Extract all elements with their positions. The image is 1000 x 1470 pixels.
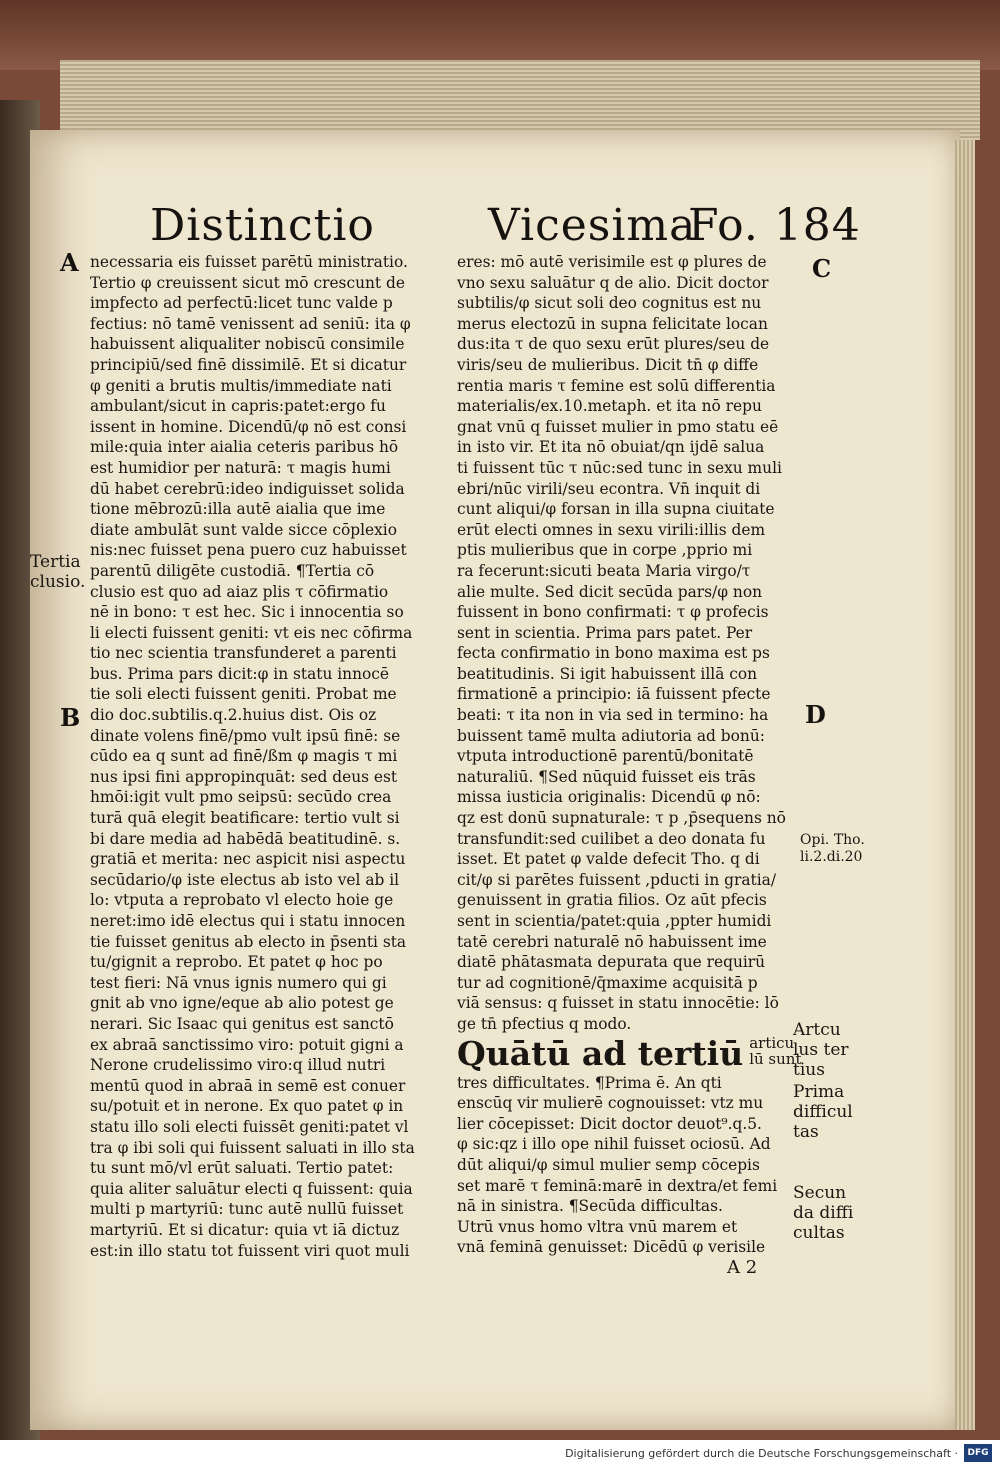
text-line: tie soli electi fuissent geniti. Probat me xyxy=(90,685,397,704)
text-line: in isto vir. Et ita nō obuiat/qn ijdē salua xyxy=(457,438,765,457)
text-line: dūt aliqui/φ simul mulier semp cōcepis xyxy=(457,1155,760,1174)
margin-note-tertia-conclusio xyxy=(30,552,85,592)
text-line: dio doc.subtilis.q.2.huius dist. Ois oz xyxy=(90,706,377,725)
margin-note-line: difficul xyxy=(793,1102,853,1122)
running-head-right: Vicesima xyxy=(488,200,697,251)
margin-note-line: Tertia xyxy=(30,552,81,572)
text-line: merus electozū in supna felicitate locan xyxy=(457,314,768,333)
text-line: φ geniti a brutis multis/immediate nati xyxy=(90,376,392,395)
text-line: vno sexu saluātur q de alio. Dicit doctor xyxy=(457,273,769,292)
text-line: beatitudinis. Si igit habuissent illā con xyxy=(457,664,758,683)
text-line: ambulant/sicut in capris:patet:ergo fu xyxy=(90,397,386,416)
text-line: isset. Et patet φ valde defecit Tho. q di xyxy=(457,850,760,869)
text-line: fecta confirmatio in bono maxima est ps xyxy=(457,644,770,663)
text-line: ptis mulieribus que in corpe ,pprio mi xyxy=(457,541,753,560)
left-text-column xyxy=(90,252,435,1261)
text-line: beati: τ ita non in via sed in termino: ha xyxy=(457,706,769,725)
right-column-bottom-text xyxy=(457,1073,807,1258)
margin-note-line: da diffi xyxy=(793,1203,854,1223)
margin-note-line: cultas xyxy=(793,1223,845,1243)
text-line: neret:imo idē electus qui i statu innocen xyxy=(90,912,406,930)
text-line: dus:ita τ de quo sexu erūt plures/seu de xyxy=(457,335,770,354)
text-line: fuissent in bono confirmati: τ φ profecis xyxy=(457,603,769,622)
text-line: diatē phātasmata depurata que requirū xyxy=(457,953,766,972)
text-line: materialis/ex.10.metaph. et ita nō repu xyxy=(457,397,762,416)
text-line: cūdo ea q sunt ad finē/ßm φ magis τ mi xyxy=(90,747,398,766)
margin-note-line: Opi. Tho. xyxy=(800,832,865,848)
text-line: nē in bono: τ est hec. Sic i innocentia so xyxy=(90,603,404,622)
text-line: ex abraā sanctissimo viro: potuit gigni a xyxy=(90,1035,404,1054)
text-line: alie multe. Sed dicit secūda pars/φ non xyxy=(457,582,763,601)
text-line: tres difficultates. ¶Prima ē. An qti xyxy=(457,1073,722,1092)
text-line: erūt electi omnes in sexu virili:illis dem xyxy=(457,520,766,539)
text-line: tur ad cognitionē/q̄maxime acquisitā p xyxy=(457,973,758,992)
text-line: est:in illo statu tot fuissent viri quot muli xyxy=(90,1241,410,1260)
text-line: martyriū. Et si dicatur: quia vt iā dictuz xyxy=(90,1220,400,1239)
text-line: Nerone crudelissimo viro:q illud nutri xyxy=(90,1056,386,1075)
text-line: issent in homine. Dicendū/φ nō est consi xyxy=(90,417,407,436)
text-line: dinate volens finē/pmo vult ipsū finē: se xyxy=(90,726,401,745)
text-line: ra fecerunt:sicuti beata Maria virgo/τ xyxy=(457,561,751,580)
margin-note-line: Secun xyxy=(793,1183,847,1203)
folio-number: Fo. 184 xyxy=(688,200,861,251)
text-line: gnat vnū q fuisset mulier in pmo statu eē xyxy=(457,417,779,436)
text-line: lo: vtputa a reprobato vl electo hoie ge xyxy=(90,891,394,910)
text-line: est humidior per naturā: τ magis humi xyxy=(90,458,391,477)
text-line: gratiā et merita: nec aspicit nisi aspectu xyxy=(90,850,406,869)
text-line: qz est donū supnaturale: τ p ,p̄sequens nō xyxy=(457,809,786,828)
text-line: tu sunt mō/vl erūt saluati. Tertio patet: xyxy=(90,1159,394,1178)
text-line: nus ipsi fini appropinquāt: sed deus est xyxy=(90,767,398,786)
text-line: missa iusticia originalis: Dicendū φ nō: xyxy=(457,788,761,807)
margin-note-line: tius xyxy=(793,1060,825,1080)
text-line: viris/seu de mulieribus. Dicit tn̄ φ diffe xyxy=(457,355,759,374)
text-line: tie fuisset genitus ab electo in p̄senti sta xyxy=(90,932,407,951)
text-line: genuissent in gratia filios. Oz aūt pfecis xyxy=(457,891,767,910)
margin-note-line: li.2.di.20 xyxy=(800,849,863,865)
text-line: set marē τ feminā:marē in dextra/et femi xyxy=(457,1176,778,1195)
text-line: sent in scientia/patet:quia ,ppter humidi xyxy=(457,912,772,930)
margin-note-line: lus ter xyxy=(793,1040,849,1060)
text-line: quia aliter saluātur electi q fuissent: quia xyxy=(90,1179,413,1198)
text-line: nā in sinistra. ¶Secūda difficultas. xyxy=(457,1197,723,1216)
margin-note-line: Prima xyxy=(793,1082,845,1102)
right-text-column xyxy=(457,252,807,1279)
article-heading xyxy=(457,1035,807,1073)
text-line: sent in scientia. Prima pars patet. Per xyxy=(457,623,753,642)
text-line: Tertio φ creuissent sicut mō crescunt de xyxy=(90,273,405,292)
section-marker-c: C xyxy=(812,254,832,283)
text-line: ge tn̄ pfectius q modo. xyxy=(457,1014,632,1033)
text-line: necessaria eis fuisset parētū ministratio. xyxy=(90,253,408,271)
text-line: Utrū vnus homo vltra vnū marem et xyxy=(457,1217,738,1236)
margin-note-line: tas xyxy=(793,1122,819,1142)
right-column-top-text xyxy=(457,252,807,1035)
margin-note-prima xyxy=(793,1082,853,1142)
text-line: bi dare media ad habēdā beatitudinē. s. xyxy=(90,829,401,848)
text-line: fectius: nō tamē venissent ad seniū: ita φ xyxy=(90,314,411,333)
text-line: vnā feminā genuisset: Dicēdū φ verisile xyxy=(457,1238,766,1257)
article-heading-small-1: articu xyxy=(749,1033,795,1052)
text-line: nerari. Sic Isaac qui genitus est sanctō xyxy=(90,1014,394,1033)
signature-mark: A 2 xyxy=(727,1256,758,1278)
text-line: ebri/nūc virili/seu econtra. Vn̄ inquit di xyxy=(457,479,761,498)
text-line: vtputa introductionē parentū/bonitatē xyxy=(457,747,754,766)
text-line: viā sensus: q fuisset in statu innocētie: lō xyxy=(457,994,779,1013)
page-edges-right xyxy=(955,140,975,1430)
dfg-logo: DFG xyxy=(964,1444,992,1462)
text-line: firmationē a principio: iā fuissent pfecte xyxy=(457,685,771,704)
section-marker-d: D xyxy=(805,700,826,729)
text-line: eres: mō autē verisimile est φ plures de xyxy=(457,253,767,271)
margin-note-line: Artcu xyxy=(793,1020,841,1040)
section-marker-b: B xyxy=(60,703,81,732)
text-line: tra φ ibi soli qui fuissent saluati in illo sta xyxy=(90,1138,415,1157)
text-line: li electi fuissent geniti: vt eis nec cōfirma xyxy=(90,623,413,642)
text-line: parentū diligēte custodiā. ¶Tertia cō xyxy=(90,561,375,580)
text-line: tio nec scientia transfunderet a parenti xyxy=(90,644,397,663)
margin-note-secunda xyxy=(793,1183,853,1243)
section-marker-a: A xyxy=(60,248,79,277)
text-line: dū habet cerebrū:ideo indiguisset solida xyxy=(90,479,405,498)
text-line: hmōi:igit vult pmo seipsū: secūdo crea xyxy=(90,788,392,807)
text-line: naturaliū. ¶Sed nūquid fuisset eis trās xyxy=(457,767,756,786)
text-line: tatē cerebri naturalē nō habuissent ime xyxy=(457,932,767,951)
running-head-left: Distinctio xyxy=(150,200,375,251)
text-line: mentū quod in abraā in semē est conuer xyxy=(90,1076,406,1095)
text-line: bus. Prima pars dicit:φ in statu innocē xyxy=(90,664,389,683)
text-line: cit/φ si parētes fuissent ,pducti in gratia/ xyxy=(457,870,777,889)
footer-credit: Digitalisierung gefördert durch die Deutsche Forschungsgemeinschaft · xyxy=(565,1447,958,1460)
text-line: subtilis/φ sicut soli deo cognitus est nu xyxy=(457,294,762,313)
page-edges-top xyxy=(60,60,980,140)
margin-note-articulus xyxy=(793,1020,849,1080)
text-line: transfundit:sed cuilibet a deo donata fu xyxy=(457,829,766,848)
text-line: su/potuit et in nerone. Ex quo patet φ in xyxy=(90,1097,404,1116)
text-line: gnit ab vno igne/eque ab alio potest ge xyxy=(90,994,394,1013)
text-line: test fieri: Nā vnus ignis numero qui gi xyxy=(90,973,387,992)
text-line: enscūq vir mulierē cognouisset: vtz mu xyxy=(457,1094,764,1113)
text-line: multi p martyriū: tunc autē nullū fuisset xyxy=(90,1200,404,1219)
article-heading-small-2: lū sunt xyxy=(749,1049,802,1068)
text-line: tu/gignit a reprobo. Et patet φ hoc po xyxy=(90,953,383,972)
text-line: clusio est quo ad aiaz plis τ cōfirmatio xyxy=(90,582,389,601)
text-line: principiū/sed finē dissimilē. Et si dicatur xyxy=(90,355,407,374)
text-line: tione mēbrozū:illa autē aialia que ime xyxy=(90,500,386,519)
text-line: rentia maris τ femine est solū differentia xyxy=(457,376,776,395)
text-line: turā quā elegit beatificare: tertio vult si xyxy=(90,809,400,828)
text-line: statu illo soli electi fuissēt geniti:patet vl xyxy=(90,1117,409,1136)
text-line: mile:quia inter aialia ceteris paribus hō xyxy=(90,438,399,457)
text-line: habuissent aliqualiter nobiscū consimile xyxy=(90,335,405,354)
text-line: lier cōcepisset: Dicit doctor deuot⁹.q.5. xyxy=(457,1114,762,1133)
text-line: nis:nec fuisset pena puero cuz habuisset xyxy=(90,541,407,560)
text-line: ti fuissent tūc τ nūc:sed tunc in sexu muli xyxy=(457,458,782,477)
text-line: φ sic:qz i illo ope nihil fuisset ociosū. Ad xyxy=(457,1135,771,1154)
article-heading-big: Quātū ad tertiū xyxy=(457,1033,744,1073)
text-line: buissent tamē multa adiutoria ad bonū: xyxy=(457,726,765,745)
text-line: impfecto ad perfectū:licet tunc valde p xyxy=(90,294,393,313)
text-line: diate ambulāt sunt valde sicce cōplexio xyxy=(90,520,397,539)
margin-note-opi-tho xyxy=(800,832,865,866)
text-line: cunt aliqui/φ forsan in illa supna ciuitate xyxy=(457,500,775,519)
text-line: secūdario/φ iste electus ab isto vel ab il xyxy=(90,870,400,889)
margin-note-line: clusio. xyxy=(30,572,86,592)
